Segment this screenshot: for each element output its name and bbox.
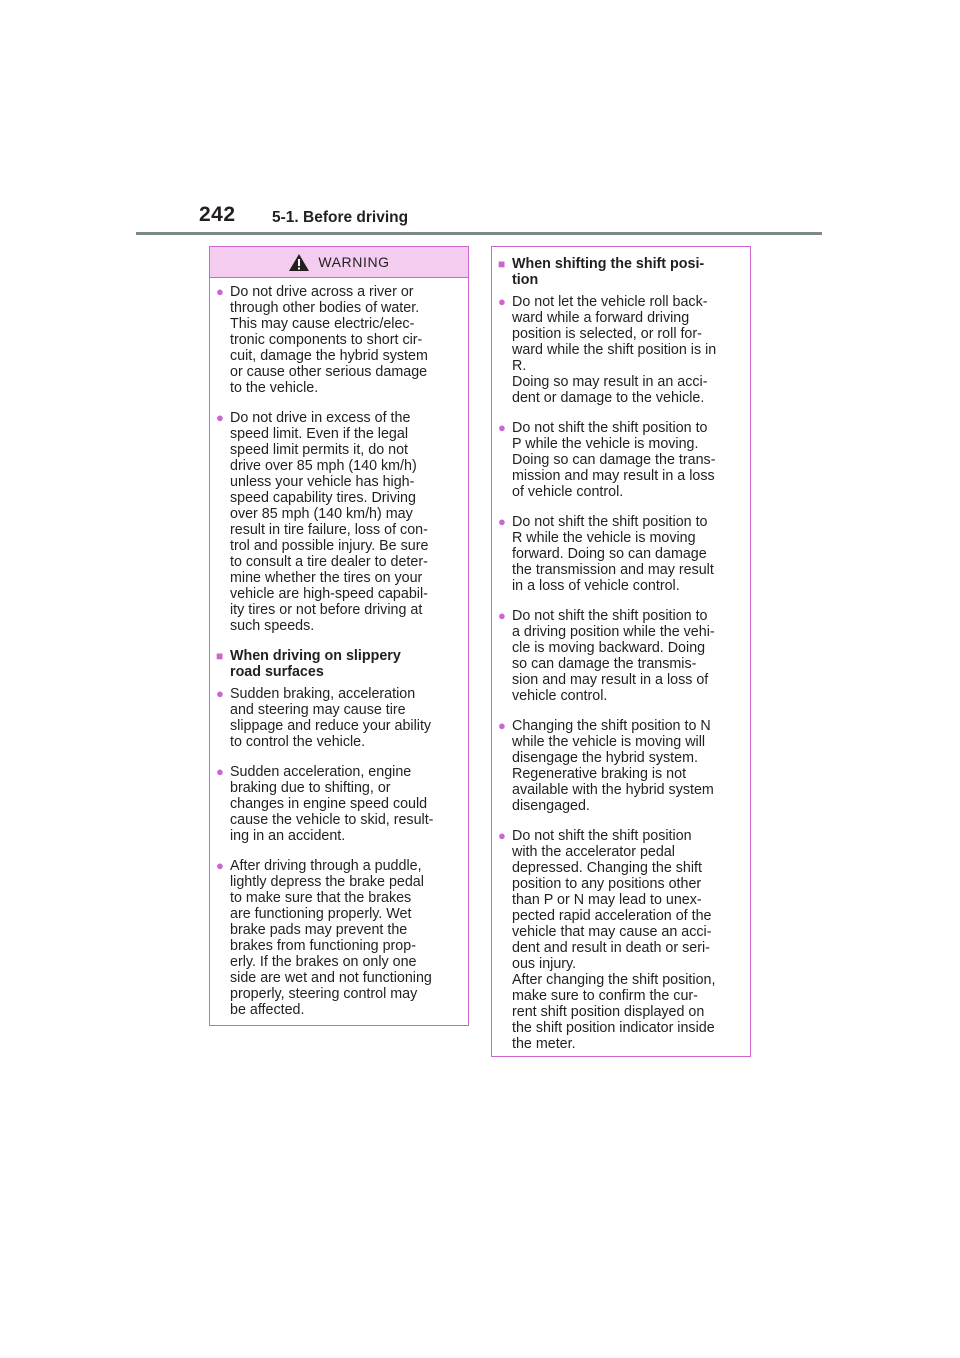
list-item-text: After driving through a puddle, lightly depress the brake pedal to make sure that the brakes are functioning properly. Wet brake pads may prevent the brakes from functioning prop- erly. If the brakes on only one side are wet and not functioning properly, steering control may be affected. — [230, 858, 432, 1018]
circle-bullet-icon: ● — [216, 764, 224, 779]
shift-content — [492, 252, 750, 1052]
circle-bullet-icon: ● — [216, 410, 224, 425]
list-item — [216, 764, 462, 844]
circle-bullet-icon: ● — [498, 514, 506, 529]
subheading-text: When driving on slippery road surfaces — [230, 648, 401, 680]
header-rule — [136, 232, 822, 235]
circle-bullet-icon: ● — [498, 718, 506, 733]
list-item — [216, 284, 462, 396]
list-item — [498, 420, 744, 500]
circle-bullet-icon: ● — [216, 858, 224, 873]
subheading — [216, 648, 462, 680]
warning-label: WARNING — [318, 254, 390, 270]
circle-bullet-icon: ● — [498, 828, 506, 843]
square-bullet-icon: ■ — [216, 649, 224, 663]
list-item-text: Do not drive in excess of the speed limit. Even if the legal speed limit permits it, do not drive over 85 mph (140 km/h) unless your vehicle has high- speed capability tires. Driving over 85 mph (140 km/h) may result in tire failure, loss of con- trol and possible injury. Be sure to consult a tire dealer to deter- mine whether the tires on your vehicle are high-speed capabil- ity tires or not before driving at such speeds. — [230, 410, 429, 634]
list-item-text: Do not shift the shift position to R while the vehicle is moving forward. Doing so can damage the transmission and may result in a loss of vehicle control. — [512, 514, 714, 594]
list-item — [498, 718, 744, 814]
list-item-text: Changing the shift position to N while the vehicle is moving will disengage the hybrid system. Regenerative braking is not available with the hybrid system disengaged. — [512, 718, 714, 814]
circle-bullet-icon: ● — [216, 686, 224, 701]
subheading — [498, 256, 744, 288]
circle-bullet-icon: ● — [498, 294, 506, 309]
circle-bullet-icon: ● — [216, 284, 224, 299]
list-item-text: Do not shift the shift position to P while the vehicle is moving. Doing so can damage the trans- mission and may result in a loss of vehicle control. — [512, 420, 716, 500]
shift-box — [491, 246, 751, 1057]
list-item — [216, 410, 462, 634]
list-item-text: Sudden acceleration, engine braking due to shifting, or changes in engine speed could cause the vehicle to skid, result- ing in an accident. — [230, 764, 434, 844]
list-item — [216, 858, 462, 1018]
list-item-text: Do not drive across a river or through other bodies of water. This may cause electric/elec- tronic components to short cir- cuit, damage the hybrid system or cause other serious damage to the vehicle. — [230, 284, 428, 396]
page-number: 242 — [199, 203, 236, 226]
warning-header — [210, 247, 468, 278]
warning-content — [210, 278, 468, 1018]
list-item — [498, 294, 744, 406]
list-item-text: Sudden braking, acceleration and steering may cause tire slippage and reduce your ability to control the vehicle. — [230, 686, 432, 750]
warning-triangle-icon — [288, 253, 310, 272]
list-item — [498, 828, 744, 1052]
square-bullet-icon: ■ — [498, 257, 506, 271]
list-item — [216, 686, 462, 750]
circle-bullet-icon: ● — [498, 420, 506, 435]
subheading-text: When shifting the shift posi- tion — [512, 256, 705, 288]
section-title: 5-1. Before driving — [272, 209, 409, 226]
list-item-text: Do not shift the shift position to a driving position while the vehi- cle is moving backward. Doing so can damage the transmis- sion and may result in a loss of vehicle control. — [512, 608, 715, 704]
list-item — [498, 608, 744, 704]
list-item — [498, 514, 744, 594]
list-item-text: Do not shift the shift position with the accelerator pedal depressed. Changing the shift position to any positions other than P or N may lead to unex- pected rapid acceleration of the vehicle that may cause an acci- dent and result in death or seri- ous injury. After changing the shift position, make sure to confirm the cur- rent shift position displayed on the shift position indicator inside the meter. — [512, 828, 716, 1052]
list-item-text: Do not let the vehicle roll back- ward while a forward driving position is selected, or roll for- ward while the shift position is in R. Doing so may result in an acci- dent or damage to the vehicle. — [512, 294, 717, 406]
warning-box — [209, 246, 469, 1026]
circle-bullet-icon: ● — [498, 608, 506, 623]
